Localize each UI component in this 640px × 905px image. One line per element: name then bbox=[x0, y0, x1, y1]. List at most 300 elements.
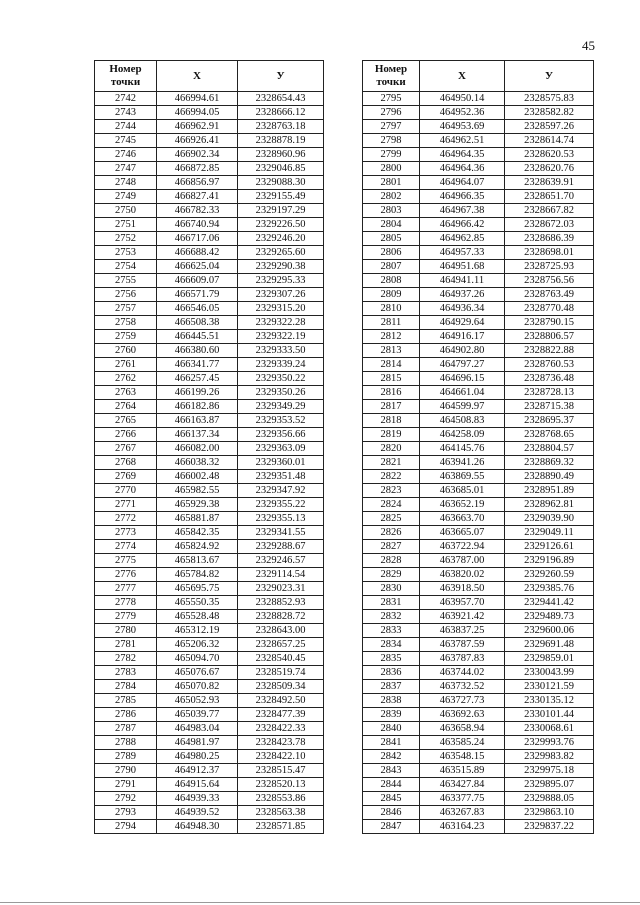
x-cell: 463515.89 bbox=[420, 764, 505, 778]
page-number: 45 bbox=[582, 38, 595, 53]
y-cell: 2329226.50 bbox=[238, 218, 324, 232]
y-cell: 2328667.82 bbox=[505, 204, 594, 218]
table-row bbox=[95, 540, 324, 554]
y-cell: 2328768.65 bbox=[505, 428, 594, 442]
x-cell: 464962.51 bbox=[420, 134, 505, 148]
x-cell: 465076.67 bbox=[157, 666, 238, 680]
x-cell: 466688.42 bbox=[157, 246, 238, 260]
y-cell: 2329246.57 bbox=[238, 554, 324, 568]
y-cell: 2329288.67 bbox=[238, 540, 324, 554]
y-cell: 2329363.09 bbox=[238, 442, 324, 456]
x-cell: 463957.70 bbox=[420, 596, 505, 610]
point-number-cell: 2826 bbox=[363, 526, 420, 540]
point-number-cell: 2750 bbox=[95, 204, 157, 218]
point-number-cell: 2761 bbox=[95, 358, 157, 372]
x-cell: 463652.19 bbox=[420, 498, 505, 512]
point-number-cell: 2763 bbox=[95, 386, 157, 400]
point-number-cell: 2776 bbox=[95, 568, 157, 582]
y-cell: 2328960.96 bbox=[238, 148, 324, 162]
table-row bbox=[95, 162, 324, 176]
table-row bbox=[95, 582, 324, 596]
point-number-cell: 2787 bbox=[95, 722, 157, 736]
x-cell: 464661.04 bbox=[420, 386, 505, 400]
y-cell: 2329691.48 bbox=[505, 638, 594, 652]
point-number-cell: 2805 bbox=[363, 232, 420, 246]
y-cell: 2328804.57 bbox=[505, 442, 594, 456]
x-cell: 464797.27 bbox=[420, 358, 505, 372]
table-row bbox=[363, 750, 594, 764]
x-cell: 463918.50 bbox=[420, 582, 505, 596]
point-number-cell: 2746 bbox=[95, 148, 157, 162]
y-cell: 2330043.99 bbox=[505, 666, 594, 680]
point-number-cell: 2818 bbox=[363, 414, 420, 428]
point-number-cell: 2766 bbox=[95, 428, 157, 442]
table-row bbox=[363, 148, 594, 162]
table-row bbox=[363, 708, 594, 722]
table-row bbox=[363, 120, 594, 134]
y-cell: 2328806.57 bbox=[505, 330, 594, 344]
x-cell: 463820.02 bbox=[420, 568, 505, 582]
x-cell: 464948.30 bbox=[157, 820, 238, 834]
x-cell: 466038.32 bbox=[157, 456, 238, 470]
y-cell: 2329356.66 bbox=[238, 428, 324, 442]
x-cell: 466571.79 bbox=[157, 288, 238, 302]
table-row bbox=[95, 512, 324, 526]
table-row bbox=[95, 722, 324, 736]
y-cell: 2329339.24 bbox=[238, 358, 324, 372]
x-cell: 463685.01 bbox=[420, 484, 505, 498]
table-row bbox=[363, 806, 594, 820]
point-number-cell: 2833 bbox=[363, 624, 420, 638]
table-row bbox=[95, 484, 324, 498]
x-cell: 466740.94 bbox=[157, 218, 238, 232]
y-cell: 2328515.47 bbox=[238, 764, 324, 778]
table-row bbox=[95, 218, 324, 232]
point-number-cell: 2762 bbox=[95, 372, 157, 386]
table-row bbox=[363, 106, 594, 120]
point-number-cell: 2817 bbox=[363, 400, 420, 414]
x-cell: 464916.17 bbox=[420, 330, 505, 344]
y-cell: 2328770.48 bbox=[505, 302, 594, 316]
y-cell: 2329088.30 bbox=[238, 176, 324, 190]
header-point-number-line2: точки bbox=[376, 76, 406, 88]
table-row bbox=[95, 764, 324, 778]
table-row bbox=[363, 274, 594, 288]
x-cell: 466994.05 bbox=[157, 106, 238, 120]
x-cell: 464967.38 bbox=[420, 204, 505, 218]
y-cell: 2328520.13 bbox=[238, 778, 324, 792]
x-cell: 466163.87 bbox=[157, 414, 238, 428]
y-cell: 2328492.50 bbox=[238, 694, 324, 708]
y-cell: 2328422.10 bbox=[238, 750, 324, 764]
y-cell: 2330068.61 bbox=[505, 722, 594, 736]
y-cell: 2329049.11 bbox=[505, 526, 594, 540]
table-row bbox=[95, 694, 324, 708]
y-cell: 2329441.42 bbox=[505, 596, 594, 610]
x-cell: 463744.02 bbox=[420, 666, 505, 680]
point-number-cell: 2756 bbox=[95, 288, 157, 302]
table-row bbox=[95, 750, 324, 764]
table-row bbox=[95, 106, 324, 120]
point-number-cell: 2804 bbox=[363, 218, 420, 232]
page-bottom-line bbox=[0, 902, 640, 903]
x-cell: 463427.84 bbox=[420, 778, 505, 792]
y-cell: 2329295.33 bbox=[238, 274, 324, 288]
y-cell: 2329350.26 bbox=[238, 386, 324, 400]
table-header-row bbox=[363, 61, 594, 92]
table-row bbox=[95, 470, 324, 484]
x-cell: 466926.41 bbox=[157, 134, 238, 148]
y-cell: 2329859.01 bbox=[505, 652, 594, 666]
x-cell: 466994.61 bbox=[157, 92, 238, 106]
y-cell: 2328657.25 bbox=[238, 638, 324, 652]
y-cell: 2329246.20 bbox=[238, 232, 324, 246]
point-number-cell: 2796 bbox=[363, 106, 420, 120]
x-cell: 464936.34 bbox=[420, 302, 505, 316]
y-cell: 2328477.39 bbox=[238, 708, 324, 722]
point-number-cell: 2775 bbox=[95, 554, 157, 568]
x-cell: 466508.38 bbox=[157, 316, 238, 330]
point-number-cell: 2836 bbox=[363, 666, 420, 680]
table-row bbox=[95, 708, 324, 722]
point-number-cell: 2846 bbox=[363, 806, 420, 820]
x-cell: 464929.64 bbox=[420, 316, 505, 330]
x-cell: 464145.76 bbox=[420, 442, 505, 456]
table-row bbox=[95, 806, 324, 820]
y-cell: 2329349.29 bbox=[238, 400, 324, 414]
x-cell: 464964.35 bbox=[420, 148, 505, 162]
x-cell: 465070.82 bbox=[157, 680, 238, 694]
x-cell: 465550.35 bbox=[157, 596, 238, 610]
point-number-cell: 2803 bbox=[363, 204, 420, 218]
y-cell: 2328422.33 bbox=[238, 722, 324, 736]
table-row bbox=[95, 568, 324, 582]
table-row bbox=[363, 386, 594, 400]
point-number-cell: 2793 bbox=[95, 806, 157, 820]
y-cell: 2329315.20 bbox=[238, 302, 324, 316]
y-cell: 2328582.82 bbox=[505, 106, 594, 120]
point-number-cell: 2847 bbox=[363, 820, 420, 834]
y-cell: 2329975.18 bbox=[505, 764, 594, 778]
point-number-cell: 2842 bbox=[363, 750, 420, 764]
table-row bbox=[363, 568, 594, 582]
point-number-cell: 2786 bbox=[95, 708, 157, 722]
table-row bbox=[95, 120, 324, 134]
x-cell: 466082.00 bbox=[157, 442, 238, 456]
point-number-cell: 2757 bbox=[95, 302, 157, 316]
y-cell: 2329895.07 bbox=[505, 778, 594, 792]
x-cell: 466445.51 bbox=[157, 330, 238, 344]
table-header-row bbox=[95, 61, 324, 92]
table-row bbox=[363, 736, 594, 750]
table-row bbox=[95, 232, 324, 246]
y-cell: 2328666.12 bbox=[238, 106, 324, 120]
x-cell: 463921.42 bbox=[420, 610, 505, 624]
table-row bbox=[363, 260, 594, 274]
y-cell: 2328620.53 bbox=[505, 148, 594, 162]
table-row bbox=[95, 610, 324, 624]
table-row bbox=[363, 400, 594, 414]
point-number-cell: 2791 bbox=[95, 778, 157, 792]
table-row bbox=[95, 624, 324, 638]
y-cell: 2328686.39 bbox=[505, 232, 594, 246]
x-cell: 464957.33 bbox=[420, 246, 505, 260]
point-number-cell: 2792 bbox=[95, 792, 157, 806]
y-cell: 2328962.81 bbox=[505, 498, 594, 512]
x-cell: 466827.41 bbox=[157, 190, 238, 204]
point-number-cell: 2771 bbox=[95, 498, 157, 512]
y-cell: 2329385.76 bbox=[505, 582, 594, 596]
table-row bbox=[95, 428, 324, 442]
table-row bbox=[363, 694, 594, 708]
table-row bbox=[95, 778, 324, 792]
point-number-cell: 2821 bbox=[363, 456, 420, 470]
table-row bbox=[363, 484, 594, 498]
table-row bbox=[363, 540, 594, 554]
point-number-cell: 2798 bbox=[363, 134, 420, 148]
point-number-cell: 2845 bbox=[363, 792, 420, 806]
table-row bbox=[363, 316, 594, 330]
point-number-cell: 2779 bbox=[95, 610, 157, 624]
x-cell: 465094.70 bbox=[157, 652, 238, 666]
point-number-cell: 2752 bbox=[95, 232, 157, 246]
point-number-cell: 2844 bbox=[363, 778, 420, 792]
x-cell: 464937.26 bbox=[420, 288, 505, 302]
point-number-cell: 2772 bbox=[95, 512, 157, 526]
header-x: X bbox=[420, 61, 505, 92]
y-cell: 2328878.19 bbox=[238, 134, 324, 148]
x-cell: 463665.07 bbox=[420, 526, 505, 540]
point-number-cell: 2765 bbox=[95, 414, 157, 428]
table-row bbox=[363, 302, 594, 316]
point-number-cell: 2755 bbox=[95, 274, 157, 288]
table-row bbox=[363, 582, 594, 596]
point-number-cell: 2774 bbox=[95, 540, 157, 554]
y-cell: 2328715.38 bbox=[505, 400, 594, 414]
table-row bbox=[363, 792, 594, 806]
table-row bbox=[95, 526, 324, 540]
x-cell: 463787.83 bbox=[420, 652, 505, 666]
x-cell: 465824.92 bbox=[157, 540, 238, 554]
y-cell: 2329155.49 bbox=[238, 190, 324, 204]
point-number-cell: 2749 bbox=[95, 190, 157, 204]
y-cell: 2328951.89 bbox=[505, 484, 594, 498]
y-cell: 2329600.06 bbox=[505, 624, 594, 638]
point-number-cell: 2764 bbox=[95, 400, 157, 414]
point-number-cell: 2800 bbox=[363, 162, 420, 176]
point-number-cell: 2794 bbox=[95, 820, 157, 834]
x-cell: 463658.94 bbox=[420, 722, 505, 736]
table-row bbox=[95, 148, 324, 162]
x-cell: 465929.38 bbox=[157, 498, 238, 512]
table-row bbox=[363, 778, 594, 792]
table-row bbox=[363, 176, 594, 190]
table-row bbox=[95, 260, 324, 274]
header-point-number-line1: Номер bbox=[109, 63, 142, 75]
point-number-cell: 2819 bbox=[363, 428, 420, 442]
y-cell: 2328828.72 bbox=[238, 610, 324, 624]
table-row bbox=[95, 386, 324, 400]
y-cell: 2329993.76 bbox=[505, 736, 594, 750]
y-cell: 2330101.44 bbox=[505, 708, 594, 722]
point-number-cell: 2778 bbox=[95, 596, 157, 610]
y-cell: 2329355.13 bbox=[238, 512, 324, 526]
header-x: X bbox=[157, 61, 238, 92]
x-cell: 464952.36 bbox=[420, 106, 505, 120]
point-number-cell: 2811 bbox=[363, 316, 420, 330]
x-cell: 466962.91 bbox=[157, 120, 238, 134]
point-number-cell: 2781 bbox=[95, 638, 157, 652]
table-row bbox=[95, 820, 324, 834]
x-cell: 463787.59 bbox=[420, 638, 505, 652]
x-cell: 464902.80 bbox=[420, 344, 505, 358]
table-row bbox=[363, 596, 594, 610]
table-row bbox=[95, 736, 324, 750]
x-cell: 464964.36 bbox=[420, 162, 505, 176]
x-cell: 463548.15 bbox=[420, 750, 505, 764]
y-cell: 2328575.83 bbox=[505, 92, 594, 106]
y-cell: 2329322.19 bbox=[238, 330, 324, 344]
table-row bbox=[363, 652, 594, 666]
point-number-cell: 2832 bbox=[363, 610, 420, 624]
y-cell: 2329863.10 bbox=[505, 806, 594, 820]
y-cell: 2329023.31 bbox=[238, 582, 324, 596]
y-cell: 2328728.13 bbox=[505, 386, 594, 400]
x-cell: 466546.05 bbox=[157, 302, 238, 316]
y-cell: 2328614.74 bbox=[505, 134, 594, 148]
point-number-cell: 2838 bbox=[363, 694, 420, 708]
point-number-cell: 2780 bbox=[95, 624, 157, 638]
point-number-cell: 2754 bbox=[95, 260, 157, 274]
x-cell: 463837.25 bbox=[420, 624, 505, 638]
y-cell: 2328563.38 bbox=[238, 806, 324, 820]
point-number-cell: 2839 bbox=[363, 708, 420, 722]
y-cell: 2329197.29 bbox=[238, 204, 324, 218]
x-cell: 465039.77 bbox=[157, 708, 238, 722]
y-cell: 2328597.26 bbox=[505, 120, 594, 134]
table-row bbox=[95, 288, 324, 302]
y-cell: 2329126.61 bbox=[505, 540, 594, 554]
x-cell: 466902.34 bbox=[157, 148, 238, 162]
point-number-cell: 2767 bbox=[95, 442, 157, 456]
x-cell: 464508.83 bbox=[420, 414, 505, 428]
point-number-cell: 2797 bbox=[363, 120, 420, 134]
table-row bbox=[363, 470, 594, 484]
y-cell: 2328519.74 bbox=[238, 666, 324, 680]
x-cell: 466002.48 bbox=[157, 470, 238, 484]
table-row bbox=[95, 442, 324, 456]
point-number-cell: 2745 bbox=[95, 134, 157, 148]
point-number-cell: 2790 bbox=[95, 764, 157, 778]
point-number-cell: 2782 bbox=[95, 652, 157, 666]
y-cell: 2328620.76 bbox=[505, 162, 594, 176]
point-number-cell: 2841 bbox=[363, 736, 420, 750]
x-cell: 466717.06 bbox=[157, 232, 238, 246]
table-row bbox=[363, 246, 594, 260]
table-row bbox=[363, 624, 594, 638]
table-row bbox=[363, 92, 594, 106]
point-number-cell: 2837 bbox=[363, 680, 420, 694]
x-cell: 463267.83 bbox=[420, 806, 505, 820]
x-cell: 463164.23 bbox=[420, 820, 505, 834]
x-cell: 464696.15 bbox=[420, 372, 505, 386]
table-row bbox=[95, 414, 324, 428]
x-cell: 463377.75 bbox=[420, 792, 505, 806]
table-row bbox=[363, 330, 594, 344]
y-cell: 2329341.55 bbox=[238, 526, 324, 540]
table-row bbox=[363, 666, 594, 680]
header-point-number-line2: точки bbox=[110, 76, 141, 88]
y-cell: 2329347.92 bbox=[238, 484, 324, 498]
table-row bbox=[95, 358, 324, 372]
coordinates-table-right bbox=[362, 60, 594, 834]
point-number-cell: 2760 bbox=[95, 344, 157, 358]
table-row bbox=[363, 162, 594, 176]
table-row bbox=[363, 722, 594, 736]
y-cell: 2328672.03 bbox=[505, 218, 594, 232]
y-cell: 2328852.93 bbox=[238, 596, 324, 610]
y-cell: 2329489.73 bbox=[505, 610, 594, 624]
table-row bbox=[363, 414, 594, 428]
table-row bbox=[363, 498, 594, 512]
table-row bbox=[95, 498, 324, 512]
point-number-cell: 2831 bbox=[363, 596, 420, 610]
x-cell: 463787.00 bbox=[420, 554, 505, 568]
point-number-cell: 2783 bbox=[95, 666, 157, 680]
x-cell: 464912.37 bbox=[157, 764, 238, 778]
table-row bbox=[95, 372, 324, 386]
table-row bbox=[95, 638, 324, 652]
y-cell: 2328822.88 bbox=[505, 344, 594, 358]
x-cell: 464915.64 bbox=[157, 778, 238, 792]
y-cell: 2328540.45 bbox=[238, 652, 324, 666]
y-cell: 2328695.37 bbox=[505, 414, 594, 428]
table-row bbox=[363, 610, 594, 624]
x-cell: 464966.35 bbox=[420, 190, 505, 204]
x-cell: 464941.11 bbox=[420, 274, 505, 288]
x-cell: 466137.34 bbox=[157, 428, 238, 442]
table-row bbox=[95, 274, 324, 288]
point-number-cell: 2759 bbox=[95, 330, 157, 344]
x-cell: 464950.14 bbox=[420, 92, 505, 106]
x-cell: 463692.63 bbox=[420, 708, 505, 722]
table-row bbox=[95, 302, 324, 316]
table-row bbox=[95, 400, 324, 414]
point-number-cell: 2751 bbox=[95, 218, 157, 232]
y-cell: 2330121.59 bbox=[505, 680, 594, 694]
x-cell: 463722.94 bbox=[420, 540, 505, 554]
y-cell: 2329350.22 bbox=[238, 372, 324, 386]
table-row bbox=[95, 190, 324, 204]
table-row bbox=[95, 134, 324, 148]
x-cell: 464980.25 bbox=[157, 750, 238, 764]
x-cell: 465982.55 bbox=[157, 484, 238, 498]
table-row bbox=[95, 92, 324, 106]
y-cell: 2329322.28 bbox=[238, 316, 324, 330]
point-number-cell: 2834 bbox=[363, 638, 420, 652]
y-cell: 2329114.54 bbox=[238, 568, 324, 582]
point-number-cell: 2814 bbox=[363, 358, 420, 372]
y-cell: 2328790.15 bbox=[505, 316, 594, 330]
point-number-cell: 2824 bbox=[363, 498, 420, 512]
y-cell: 2328654.43 bbox=[238, 92, 324, 106]
table-row bbox=[95, 596, 324, 610]
table-row bbox=[363, 288, 594, 302]
y-cell: 2328571.85 bbox=[238, 820, 324, 834]
x-cell: 464966.42 bbox=[420, 218, 505, 232]
y-cell: 2329196.89 bbox=[505, 554, 594, 568]
point-number-cell: 2830 bbox=[363, 582, 420, 596]
